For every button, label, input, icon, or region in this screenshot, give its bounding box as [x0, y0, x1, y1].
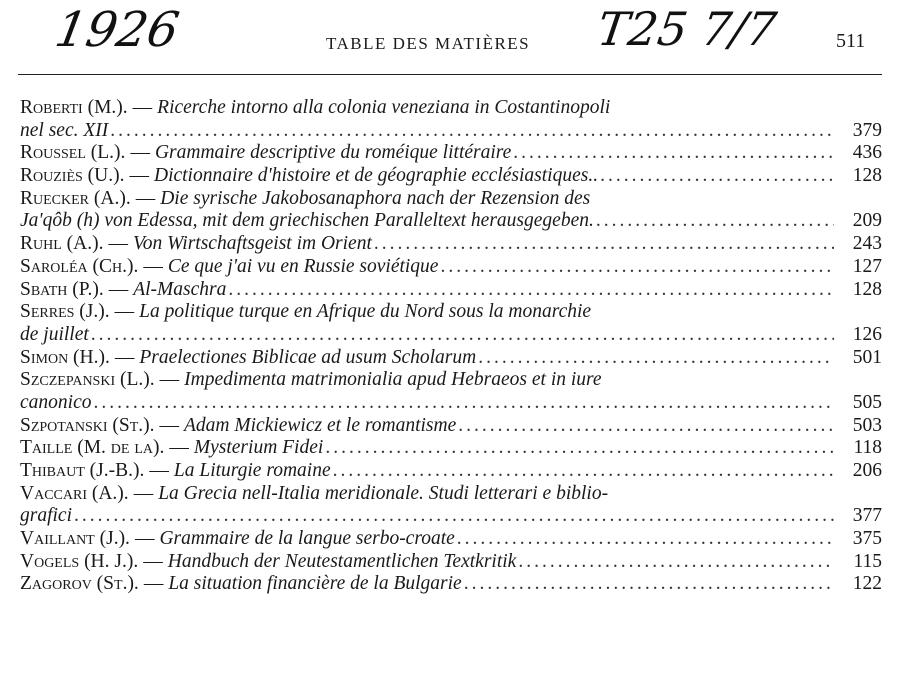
- entry-author: Szczepanski (L.).: [20, 369, 155, 391]
- leader-dots: [596, 210, 834, 233]
- leader-dots: [458, 415, 834, 438]
- entry-title: Adam Mickiewicz et le romantisme: [184, 414, 457, 436]
- index-entry: [20, 437, 882, 460]
- entry-line: [20, 573, 882, 596]
- entry-title: Impedimenta matrimonialia apud Hebraeos et in iure: [184, 369, 602, 391]
- leader-dots: [440, 256, 834, 279]
- entry-dash: —: [114, 301, 135, 323]
- entry-author: Serres (J.).: [20, 301, 110, 323]
- entry-author: Vaccari (A.).: [20, 482, 129, 504]
- entry-line: [20, 369, 882, 392]
- entry-title: Ce que j'ai vu en Russie soviétique: [167, 255, 439, 277]
- entry-author: Sbath (P.).: [20, 278, 104, 300]
- entry-title: grafici: [20, 505, 72, 527]
- entry-line: [20, 528, 882, 551]
- leader-dots: [93, 392, 834, 415]
- entry-title: La Grecia nell-Italia meridionale. Studi letterari e biblio-: [158, 482, 609, 504]
- entry-page-number: 206: [852, 460, 882, 481]
- leader-dots: [228, 279, 834, 302]
- index-entries: [20, 97, 882, 596]
- page-title: TABLE DES MATIÈRES: [326, 34, 531, 53]
- entry-author: Szpotanski (St.).: [20, 414, 155, 436]
- leader-dots: [478, 347, 834, 370]
- index-entry: [20, 279, 882, 302]
- entry-line: [20, 165, 882, 188]
- entry-line: [20, 324, 882, 347]
- leader-dots: [513, 142, 834, 165]
- entry-title: Von Wirtschaftsgeist im Orient: [132, 233, 372, 255]
- entry-title: canonico: [20, 391, 92, 413]
- entry-dash: —: [135, 187, 156, 209]
- entry-page-number: 243: [852, 233, 882, 255]
- handwritten-year: 1926: [51, 2, 184, 58]
- index-entry: [20, 460, 882, 483]
- leader-dots: [600, 165, 834, 188]
- leader-dots: [518, 551, 834, 574]
- entry-line: [20, 279, 882, 302]
- entry-dash: —: [149, 460, 169, 481]
- index-entry: [20, 369, 882, 414]
- entry-page-number: 503: [852, 414, 882, 436]
- entry-page-number: 375: [852, 528, 882, 550]
- entry-title: Die syrische Jakobosanaphora nach der Rezension des: [160, 187, 591, 209]
- leader-dots: [464, 573, 834, 596]
- entry-line: [20, 347, 882, 370]
- entry-dash: —: [159, 369, 180, 391]
- entry-page-number: 128: [852, 165, 882, 187]
- leader-dots: [110, 120, 834, 143]
- index-entry: [20, 233, 882, 256]
- entry-author: Ruhl (A.).: [20, 233, 104, 255]
- entry-line: [20, 460, 882, 483]
- entry-page-number: 379: [852, 119, 882, 141]
- entry-title: Al-Maschra: [133, 278, 227, 300]
- entry-title: La situation financière de la Bulgarie: [168, 573, 462, 595]
- entry-line: [20, 505, 882, 528]
- entry-author: Ruecker (A.).: [20, 187, 131, 209]
- entry-dash: —: [108, 278, 129, 300]
- entry-page-number: 118: [853, 437, 882, 459]
- entry-line: [20, 483, 882, 506]
- entry-dash: —: [134, 528, 155, 550]
- entry-line: [20, 392, 882, 415]
- entry-title: de juillet: [20, 323, 89, 345]
- index-entry: [20, 347, 882, 370]
- leader-dots: [374, 233, 834, 256]
- handwritten-code: T25 7/7: [594, 2, 780, 56]
- entry-title: Grammaire de la langue serbo-croate: [159, 528, 455, 550]
- entry-title: La Liturgie romaine: [173, 460, 331, 481]
- entry-page-number: 209: [852, 210, 882, 232]
- entry-page-number: 501: [852, 346, 882, 368]
- index-entry: [20, 97, 882, 142]
- entry-page-number: 115: [853, 550, 882, 572]
- entry-title: Handbuch der Neutestamentlichen Textkritik: [167, 550, 517, 572]
- entry-page-number: 436: [852, 142, 882, 164]
- entry-dash: —: [114, 346, 135, 368]
- index-entry: [20, 142, 882, 165]
- entry-title: Praelectiones Biblicae ad usum Scholarum: [139, 346, 477, 368]
- header-rule: [18, 74, 882, 75]
- entry-author: Roberti (M.).: [20, 97, 128, 118]
- entry-author: Saroléa (Ch.).: [20, 255, 139, 277]
- index-entry: [20, 165, 882, 188]
- entry-author: Roussel (L.).: [20, 142, 126, 164]
- entry-title: Grammaire descriptive du roméique littéraire: [154, 142, 512, 164]
- entry-title: Mysterium Fidei: [193, 437, 324, 459]
- leader-dots: [91, 324, 834, 347]
- entry-dash: —: [132, 97, 153, 118]
- index-entry: [20, 188, 882, 233]
- leader-dots: [74, 505, 834, 528]
- entry-author: Vogels (H. J.).: [20, 550, 139, 572]
- entry-author: Zagorov (St.).: [20, 573, 139, 595]
- entry-page-number: 377: [852, 505, 882, 527]
- entry-line: [20, 97, 882, 120]
- entry-author: Rouziès (U.).: [20, 165, 125, 187]
- entry-title: nel sec. XII: [20, 119, 109, 141]
- entry-dash: —: [130, 142, 150, 164]
- entry-dash: —: [143, 255, 163, 277]
- entry-line: [20, 142, 882, 165]
- entry-dash: —: [169, 437, 189, 459]
- entry-author: Vaillant (J.).: [20, 528, 130, 550]
- entry-dash: —: [143, 550, 163, 572]
- leader-dots: [325, 437, 834, 460]
- entry-page-number: 127: [852, 255, 882, 277]
- leader-dots: [333, 460, 834, 483]
- entry-dash: —: [159, 414, 180, 436]
- leader-dots: [457, 528, 834, 551]
- index-entry: [20, 301, 882, 346]
- entry-line: [20, 551, 882, 574]
- entry-line: [20, 210, 882, 233]
- entry-line: [20, 256, 882, 279]
- entry-title: La politique turque en Afrique du Nord sous la monarchie: [139, 301, 592, 323]
- entry-author: Simon (H.).: [20, 346, 110, 368]
- entry-page-number: 128: [852, 278, 882, 300]
- page-number: 511: [836, 30, 866, 52]
- entry-dash: —: [143, 573, 164, 595]
- entry-author: Taille (M. de la).: [20, 437, 165, 459]
- entry-line: [20, 188, 882, 211]
- entry-title: Ja'qôb (h) von Edessa, mit dem griechischen Paralleltext herausgegeben.: [20, 210, 594, 232]
- entry-dash: —: [129, 165, 149, 187]
- index-entry: [20, 256, 882, 279]
- index-entry: [20, 551, 882, 574]
- entry-dash: —: [108, 233, 128, 255]
- page-header: [0, 0, 900, 80]
- entry-line: [20, 233, 882, 256]
- entry-page-number: 505: [852, 391, 882, 413]
- entry-line: [20, 415, 882, 438]
- index-entry: [20, 528, 882, 551]
- entry-line: [20, 301, 882, 324]
- entry-dash: —: [133, 482, 154, 504]
- entry-author: Thibaut (J.-B.).: [20, 460, 145, 481]
- entry-title: Dictionnaire d'histoire et de géographie ecclésiastiques..: [153, 165, 599, 187]
- index-entry: [20, 415, 882, 438]
- index-entry: [20, 483, 882, 528]
- entry-page-number: 126: [852, 323, 882, 345]
- entry-page-number: 122: [852, 573, 882, 595]
- entry-line: [20, 437, 882, 460]
- entry-line: [20, 120, 882, 143]
- entry-title: Ricerche intorno alla colonia veneziana in Costantinopoli: [157, 97, 611, 118]
- index-entry: [20, 573, 882, 596]
